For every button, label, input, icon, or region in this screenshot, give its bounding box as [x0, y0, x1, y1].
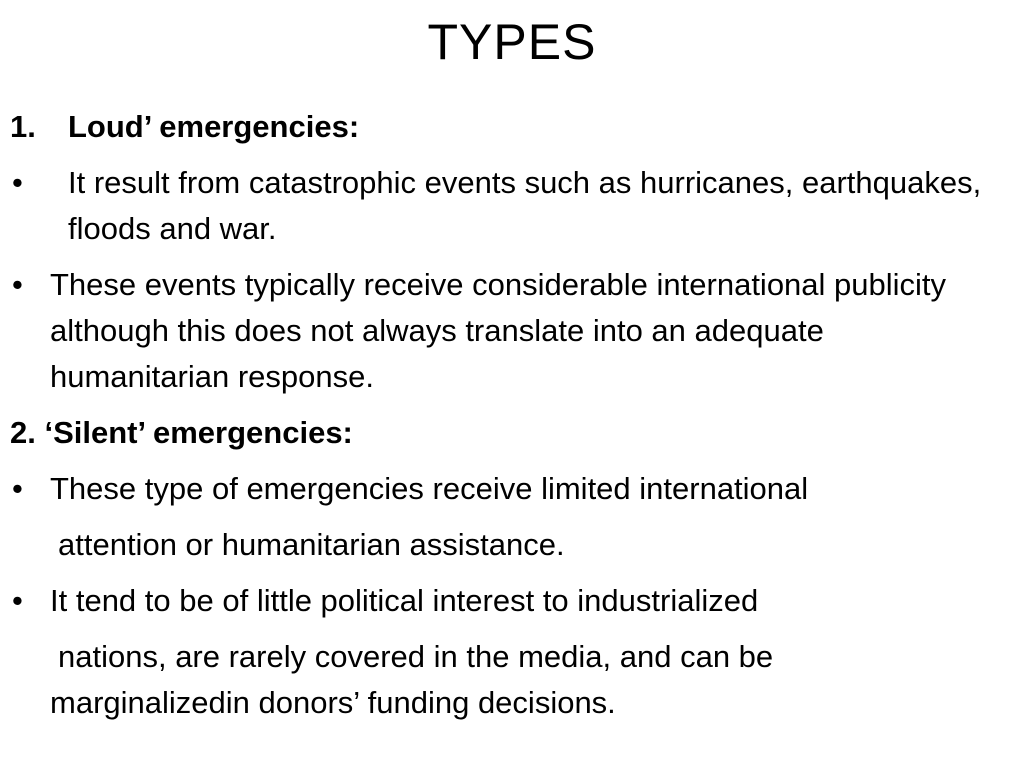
slide-body — [10, 104, 1000, 726]
bullet-icon: • — [12, 583, 23, 618]
section-2-heading: 2. ‘Silent’ emergencies: — [10, 415, 353, 450]
bullet-2-text: These events typically receive considerable international publicity although this does not always translate into an adequate humanitarian response. — [50, 267, 947, 394]
section-1-heading-text: Loud’ emergencies: — [68, 109, 360, 144]
bullet-4-continuation-line-2: marginalizedin donors’ funding decisions. — [50, 685, 616, 720]
slide-title: TYPES — [427, 14, 597, 70]
bullet-icon: • — [12, 267, 23, 302]
bullet-icon: • — [12, 471, 23, 506]
bullet-4-text: It tend to be of little political interest to industrialized — [50, 583, 759, 618]
section-1-heading — [10, 104, 1000, 150]
bullet-item-2 — [10, 262, 1000, 400]
bullet-item-3 — [10, 466, 1000, 512]
bullet-1-text: It result from catastrophic events such as hurricanes, earthquakes, floods and war. — [68, 165, 982, 246]
bullet-item-4 — [10, 578, 1000, 624]
bullet-item-1 — [10, 160, 1000, 252]
section-1-number: 1. — [10, 109, 36, 144]
bullet-3-continuation: attention or humanitarian assistance. — [58, 527, 565, 562]
bullet-4-continuation-line-1: nations, are rarely covered in the media, and can be — [58, 639, 774, 674]
bullet-4-continuation — [10, 634, 1000, 726]
bullet-3-text: These type of emergencies receive limited international — [50, 471, 809, 506]
bullet-icon: • — [12, 165, 23, 200]
